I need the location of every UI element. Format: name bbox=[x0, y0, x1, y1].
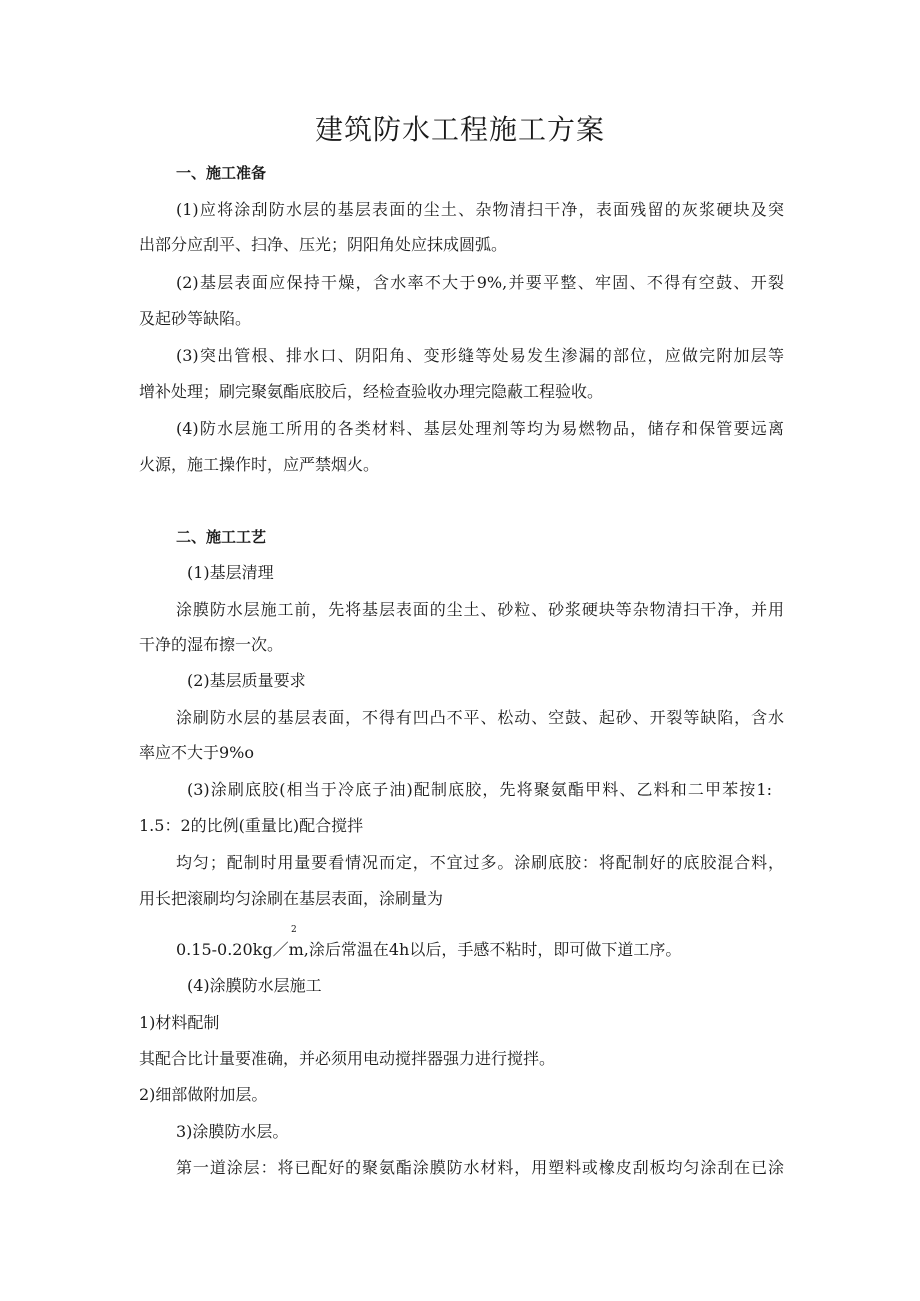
section-heading-preparation: 一、施工准备 bbox=[176, 164, 267, 182]
paragraph-line: (2)基层表面应保持干燥，含水率不大于9%,并要平整、牢固、不得有空鼓、开裂 bbox=[176, 273, 784, 292]
list-item: 2)细部做附加层。 bbox=[139, 1085, 268, 1104]
paragraph-line: (4)防水层施工所用的各类材料、基层处理剂等均为易燃物品，储存和保管要远离 bbox=[176, 419, 784, 438]
section-heading-process: 二、施工工艺 bbox=[176, 528, 267, 546]
paragraph-line: (3)突出管根、排水口、阴阳角、变形缝等处易发生渗漏的部位，应做完附加层等 bbox=[176, 346, 784, 365]
paragraph-line: (1)应将涂刮防水层的基层表面的尘土、杂物清扫干净，表面残留的灰浆硬块及突 bbox=[176, 200, 784, 219]
subheading: (2)基层质量要求 bbox=[187, 671, 306, 690]
subheading: (1)基层清理 bbox=[187, 563, 274, 582]
document-title: 建筑防水工程施工方案 bbox=[314, 113, 605, 146]
paragraph-line: (3)涂刷底胶(相当于冷底子油)配制底胶，先将聚氨酯甲料、乙料和二甲苯按1: bbox=[187, 780, 772, 799]
superscript: 2 bbox=[291, 925, 297, 935]
paragraph-line: 及起砂等缺陷。 bbox=[139, 309, 252, 328]
paragraph-line: 0.15-0.20kg／m,涂后常温在4h以后，手感不粘时，即可做下道工序。 bbox=[176, 940, 682, 959]
subheading: (4)涂膜防水层施工 bbox=[187, 976, 322, 995]
paragraph-line: 涂刷防水层的基层表面，不得有凹凸不平、松动、空鼓、起砂、开裂等缺陷，含水 bbox=[176, 708, 784, 727]
paragraph-line: 涂膜防水层施工前，先将基层表面的尘土、砂粒、砂浆硬块等杂物清扫干净，并用 bbox=[176, 600, 784, 619]
list-item: 3)涂膜防水层。 bbox=[176, 1122, 289, 1141]
paragraph-line: 率应不大于9%o bbox=[139, 743, 255, 762]
paragraph-line: 火源，施工操作时，应严禁烟火。 bbox=[139, 455, 380, 474]
paragraph-line: 其配合比计量要准确，并必须用电动搅拌器强力进行搅拌。 bbox=[139, 1049, 556, 1068]
list-item: 1)材料配制 bbox=[139, 1013, 220, 1032]
paragraph-line: 均匀；配制时用量要看情况而定，不宜过多。涂刷底胶：将配制好的底胶混合料， bbox=[176, 853, 784, 872]
paragraph-line: 用长把滚刷均匀涂刷在基层表面，涂刷量为 bbox=[139, 889, 444, 908]
paragraph-line: 出部分应刮平、扫净、压光；阴阳角处应抹成圆弧。 bbox=[139, 235, 508, 254]
paragraph-line: 增补处理；刷完聚氨酯底胶后，经检查验收办理完隐蔽工程验收。 bbox=[139, 382, 604, 401]
paragraph-line: 1.5：2的比例(重量比)配合搅拌 bbox=[139, 816, 364, 835]
paragraph-line: 第一道涂层：将已配好的聚氨酯涂膜防水材料，用塑料或橡皮刮板均匀涂刮在已涂 bbox=[176, 1158, 784, 1177]
paragraph-line: 干净的湿布擦一次。 bbox=[139, 635, 284, 654]
